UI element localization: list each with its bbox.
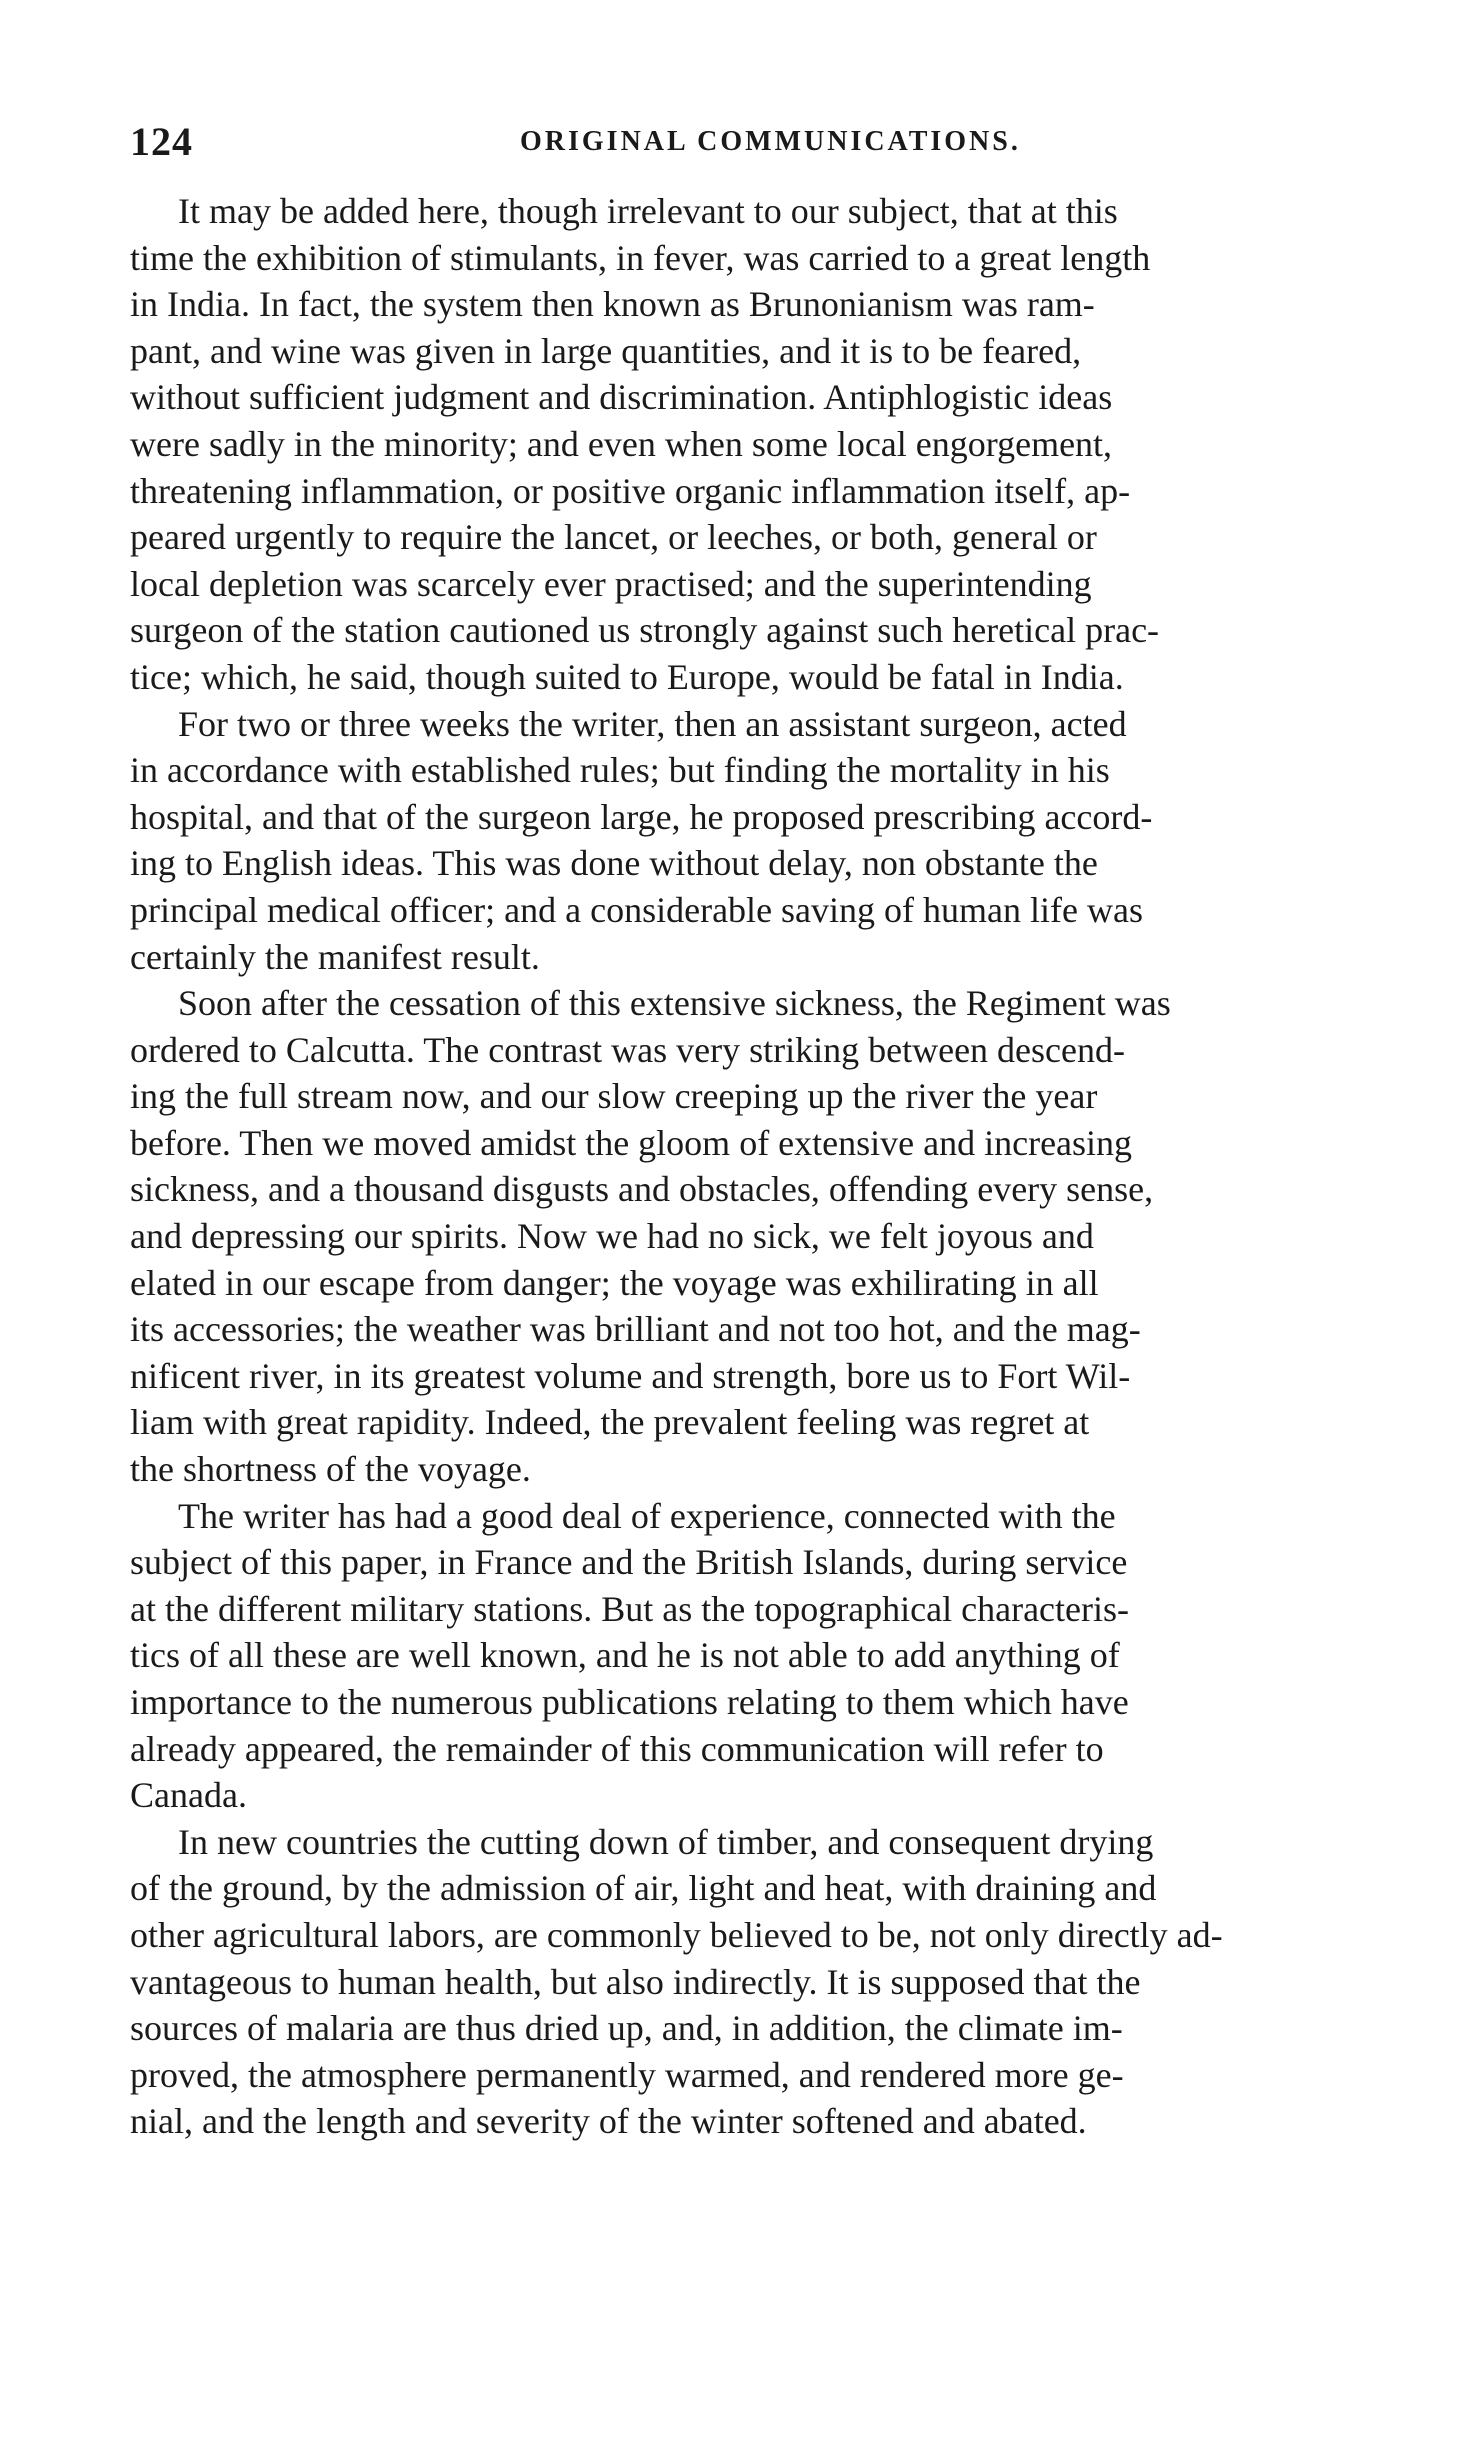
text-line: vantageous to human health, but also indirectly. It is supposed that the — [130, 1961, 1141, 2002]
text-line: In new countries the cutting down of timber, and consequent drying — [178, 1821, 1154, 1862]
text-line: in accordance with established rules; but finding the mortality in his — [130, 750, 1110, 791]
text-line: were sadly in the minority; and even when some local engorgement, — [130, 423, 1113, 464]
text-line: sources of malaria are thus dried up, and, in addition, the climate im- — [130, 2008, 1123, 2049]
text-line: Canada. — [130, 1775, 247, 1816]
paragraph-3 — [130, 980, 1360, 1493]
text-line: time the exhibition of stimulants, in fever, was carried to a great length — [130, 237, 1151, 278]
text-line: nificent river, in its greatest volume and strength, bore us to Fort Wil- — [130, 1355, 1131, 1396]
text-line: certainly the manifest result. — [130, 936, 540, 977]
paragraph-2 — [130, 701, 1360, 981]
section-title: ORIGINAL COMMUNICATIONS. — [520, 126, 1021, 157]
text-line: ing the full stream now, and our slow creeping up the river the year — [130, 1076, 1098, 1117]
text-line: ordered to Calcutta. The contrast was very striking between descend- — [130, 1029, 1125, 1070]
text-line: before. Then we moved amidst the gloom of extensive and increasing — [130, 1122, 1133, 1163]
paragraph-4 — [130, 1493, 1360, 1819]
page-number: 124 — [130, 119, 193, 164]
text-line: importance to the numerous publications relating to them which have — [130, 1682, 1129, 1722]
text-line: subject of this paper, in France and the British Islands, during service — [130, 1542, 1128, 1583]
text-line: of the ground, by the admission of air, light and heat, with draining and — [130, 1868, 1157, 1909]
text-line: local depletion was scarcely ever practised; and the superintending — [130, 563, 1092, 604]
paragraph-1 — [130, 188, 1360, 701]
text-line: nial, and the length and severity of the winter softened and abated. — [130, 2101, 1087, 2142]
text-line: peared urgently to require the lancet, or leeches, or both, general or — [130, 517, 1097, 558]
text-line: in India. In fact, the system then known as Brunonianism was ram- — [130, 284, 1095, 325]
text-line: It may be added here, though irrelevant to our subject, that at this — [178, 191, 1118, 231]
paragraph-5 — [130, 1819, 1360, 2145]
text-line: its accessories; the weather was brilliant and not too hot, and the mag- — [130, 1309, 1141, 1350]
text-line: liam with great rapidity. Indeed, the prevalent feeling was regret at — [130, 1402, 1090, 1443]
text-line: sickness, and a thousand disgusts and obstacles, offending every sense, — [130, 1169, 1154, 1210]
text-line: pant, and wine was given in large quantities, and it is to be feared, — [130, 330, 1082, 371]
text-line: For two or three weeks the writer, then an assistant surgeon, acted — [178, 703, 1127, 744]
text-line: principal medical officer; and a considerable saving of human life was — [130, 889, 1143, 930]
running-head — [130, 118, 1360, 168]
text-line: tice; which, he said, though suited to Europe, would be fatal in India. — [130, 656, 1124, 697]
text-line: at the different military stations. But as the topographical characteris- — [130, 1588, 1129, 1629]
text-line: other agricultural labors, are commonly believed to be, not only directly ad- — [130, 1914, 1223, 1955]
text-line: threatening inflammation, or positive organic inflammation itself, ap- — [130, 470, 1131, 511]
text-line: hospital, and that of the surgeon large, he proposed prescribing accord- — [130, 796, 1153, 837]
text-line: ing to English ideas. This was done without delay, non obstante the — [130, 843, 1098, 884]
text-line: already appeared, the remainder of this communication will refer to — [130, 1728, 1104, 1769]
text-line: without sufficient judgment and discrimination. Antiphlogistic ideas — [130, 377, 1113, 418]
text-line: Soon after the cessation of this extensive sickness, the Regiment was — [178, 983, 1171, 1024]
text-line: tics of all these are well known, and he is not able to add anything of — [130, 1635, 1120, 1676]
text-line: and depressing our spirits. Now we had no sick, we felt joyous and — [130, 1216, 1094, 1257]
text-line: The writer has had a good deal of experience, connected with the — [178, 1495, 1116, 1536]
text-line: proved, the atmosphere permanently warmed, and rendered more ge- — [130, 2054, 1124, 2095]
text-line: surgeon of the station cautioned us strongly against such heretical prac- — [130, 610, 1160, 651]
text-line: the shortness of the voyage. — [130, 1449, 531, 1490]
text-line: elated in our escape from danger; the voyage was exhilirating in all — [130, 1262, 1099, 1303]
body-text — [130, 188, 1360, 2145]
